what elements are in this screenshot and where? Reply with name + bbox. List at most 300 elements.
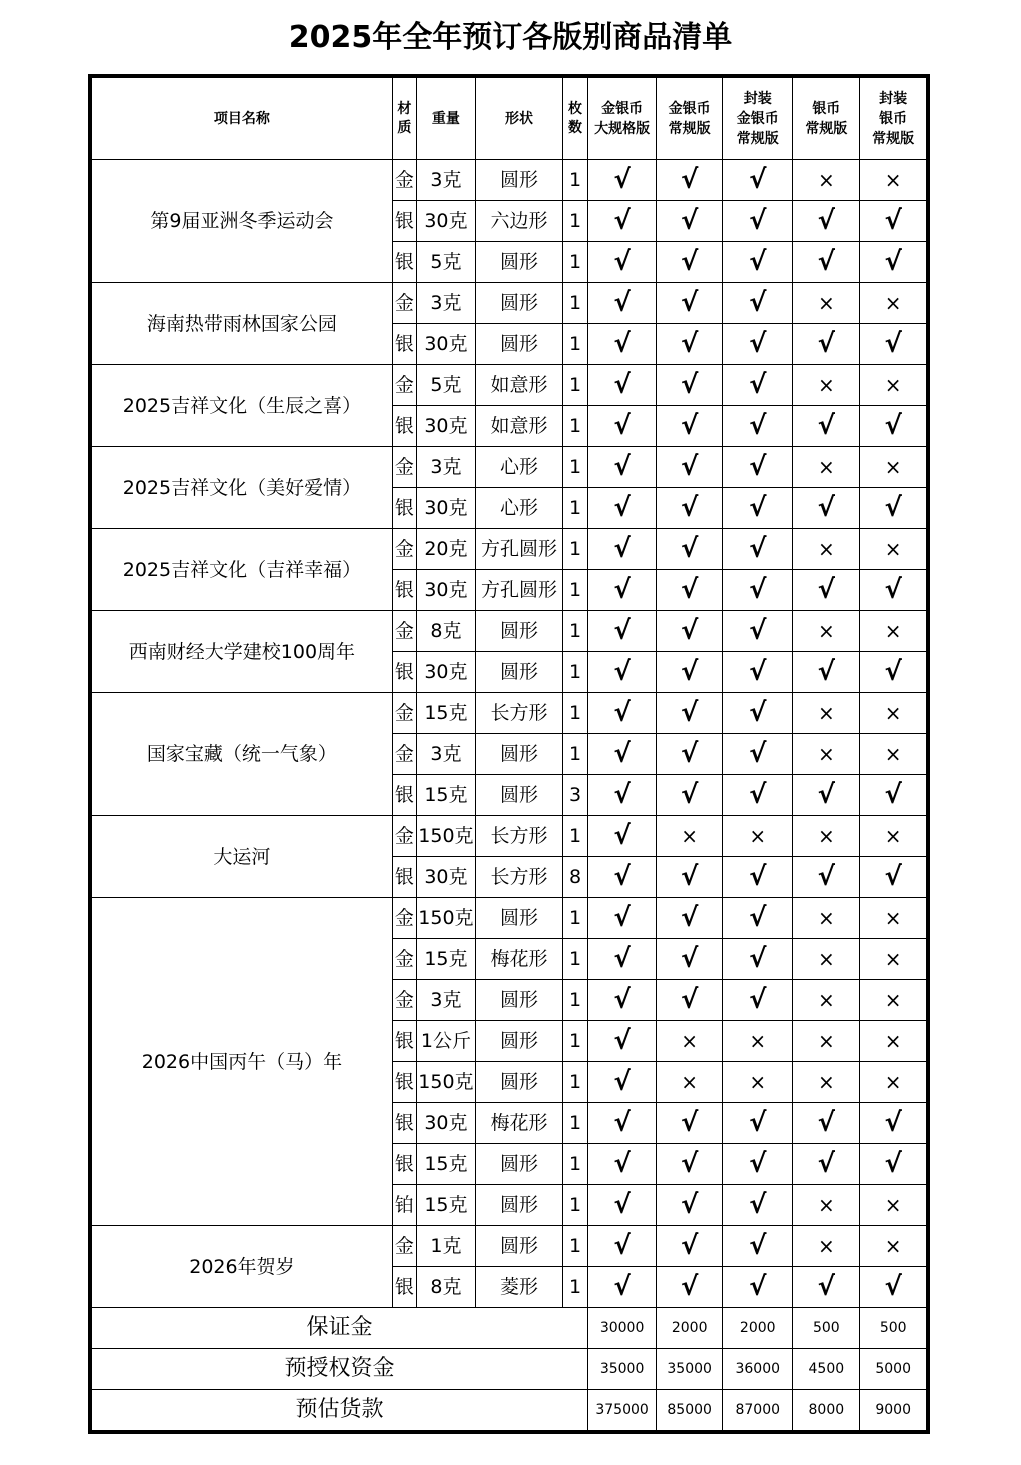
shape-cell: 圆形 xyxy=(475,652,562,693)
project-name: 2025吉祥文化（生辰之喜） xyxy=(90,365,392,447)
check-mark-icon: √ xyxy=(723,488,793,529)
check-mark-icon: √ xyxy=(588,857,657,898)
cross-mark-icon: × xyxy=(793,1226,860,1267)
material-cell: 银 xyxy=(392,1144,416,1185)
summary-value: 2000 xyxy=(723,1308,793,1349)
check-mark-icon: √ xyxy=(657,529,723,570)
material-cell: 银 xyxy=(392,652,416,693)
check-mark-icon: √ xyxy=(588,693,657,734)
shape-cell: 方孔圆形 xyxy=(475,529,562,570)
check-mark-icon: √ xyxy=(657,898,723,939)
count-cell: 1 xyxy=(563,242,588,283)
material-cell: 银 xyxy=(392,488,416,529)
project-name: 西南财经大学建校100周年 xyxy=(90,611,392,693)
header-version-regular: 金银币 常规版 xyxy=(657,76,723,160)
check-mark-icon: √ xyxy=(588,1185,657,1226)
check-mark-icon: √ xyxy=(588,529,657,570)
count-cell: 1 xyxy=(563,980,588,1021)
check-mark-icon: √ xyxy=(657,611,723,652)
cross-mark-icon: × xyxy=(793,816,860,857)
shape-cell: 圆形 xyxy=(475,980,562,1021)
weight-cell: 1公斤 xyxy=(416,1021,475,1062)
check-mark-icon: √ xyxy=(657,1185,723,1226)
material-cell: 金 xyxy=(392,283,416,324)
material-cell: 银 xyxy=(392,201,416,242)
shape-cell: 圆形 xyxy=(475,775,562,816)
summary-value: 8000 xyxy=(793,1390,860,1433)
cross-mark-icon: × xyxy=(793,283,860,324)
check-mark-icon: √ xyxy=(860,857,928,898)
project-name: 2025吉祥文化（美好爱情） xyxy=(90,447,392,529)
cross-mark-icon: × xyxy=(793,1062,860,1103)
project-name: 国家宝藏（统一气象） xyxy=(90,693,392,816)
cross-mark-icon: × xyxy=(793,529,860,570)
check-mark-icon: √ xyxy=(588,775,657,816)
shape-cell: 圆形 xyxy=(475,734,562,775)
check-mark-icon: √ xyxy=(723,980,793,1021)
table-row xyxy=(90,693,928,734)
material-cell: 金 xyxy=(392,447,416,488)
check-mark-icon: √ xyxy=(723,160,793,201)
shape-cell: 方孔圆形 xyxy=(475,570,562,611)
material-cell: 银 xyxy=(392,1267,416,1308)
shape-cell: 圆形 xyxy=(475,898,562,939)
check-mark-icon: √ xyxy=(588,1267,657,1308)
check-mark-icon: √ xyxy=(588,898,657,939)
table-row xyxy=(90,1226,928,1267)
check-mark-icon: √ xyxy=(657,406,723,447)
weight-cell: 8克 xyxy=(416,611,475,652)
check-mark-icon: √ xyxy=(588,816,657,857)
check-mark-icon: √ xyxy=(723,857,793,898)
check-mark-icon: √ xyxy=(657,160,723,201)
check-mark-icon: √ xyxy=(860,488,928,529)
summary-value: 9000 xyxy=(860,1390,928,1433)
check-mark-icon: √ xyxy=(723,1185,793,1226)
check-mark-icon: √ xyxy=(723,775,793,816)
check-mark-icon: √ xyxy=(793,1267,860,1308)
check-mark-icon: √ xyxy=(860,570,928,611)
check-mark-icon: √ xyxy=(860,1103,928,1144)
check-mark-icon: √ xyxy=(657,201,723,242)
table-row xyxy=(90,160,928,201)
summary-value: 500 xyxy=(793,1308,860,1349)
check-mark-icon: √ xyxy=(860,1267,928,1308)
weight-cell: 30克 xyxy=(416,201,475,242)
weight-cell: 3克 xyxy=(416,283,475,324)
material-cell: 金 xyxy=(392,1226,416,1267)
summary-value: 87000 xyxy=(723,1390,793,1433)
table-row xyxy=(90,283,928,324)
weight-cell: 30克 xyxy=(416,1103,475,1144)
cross-mark-icon: × xyxy=(860,693,928,734)
cross-mark-icon: × xyxy=(860,898,928,939)
cross-mark-icon: × xyxy=(793,611,860,652)
count-cell: 1 xyxy=(563,652,588,693)
count-cell: 1 xyxy=(563,324,588,365)
check-mark-icon: √ xyxy=(657,1103,723,1144)
weight-cell: 5克 xyxy=(416,242,475,283)
check-mark-icon: √ xyxy=(588,1021,657,1062)
check-mark-icon: √ xyxy=(793,488,860,529)
count-cell: 1 xyxy=(563,939,588,980)
summary-row xyxy=(90,1390,928,1433)
summary-value: 500 xyxy=(860,1308,928,1349)
material-cell: 银 xyxy=(392,775,416,816)
summary-value: 85000 xyxy=(657,1390,723,1433)
check-mark-icon: √ xyxy=(723,406,793,447)
material-cell: 银 xyxy=(392,1103,416,1144)
cross-mark-icon: × xyxy=(860,1062,928,1103)
cross-mark-icon: × xyxy=(657,1062,723,1103)
shape-cell: 六边形 xyxy=(475,201,562,242)
material-cell: 银 xyxy=(392,242,416,283)
cross-mark-icon: × xyxy=(860,939,928,980)
cross-mark-icon: × xyxy=(860,529,928,570)
count-cell: 8 xyxy=(563,857,588,898)
cross-mark-icon: × xyxy=(860,160,928,201)
check-mark-icon: √ xyxy=(723,939,793,980)
header-count: 枚 数 xyxy=(563,76,588,160)
count-cell: 1 xyxy=(563,447,588,488)
check-mark-icon: √ xyxy=(657,283,723,324)
table-row xyxy=(90,529,928,570)
check-mark-icon: √ xyxy=(723,1103,793,1144)
check-mark-icon: √ xyxy=(793,242,860,283)
check-mark-icon: √ xyxy=(588,488,657,529)
weight-cell: 30克 xyxy=(416,324,475,365)
count-cell: 1 xyxy=(563,406,588,447)
header-material: 材 质 xyxy=(392,76,416,160)
shape-cell: 圆形 xyxy=(475,611,562,652)
page-title: 2025年全年预订各版别商品清单 xyxy=(288,20,733,55)
check-mark-icon: √ xyxy=(657,652,723,693)
material-cell: 银 xyxy=(392,570,416,611)
check-mark-icon: √ xyxy=(723,529,793,570)
summary-value: 375000 xyxy=(588,1390,657,1433)
check-mark-icon: √ xyxy=(723,201,793,242)
shape-cell: 圆形 xyxy=(475,1062,562,1103)
check-mark-icon: √ xyxy=(657,570,723,611)
header-version-silver: 银币 常规版 xyxy=(793,76,860,160)
count-cell: 1 xyxy=(563,898,588,939)
cross-mark-icon: × xyxy=(860,1226,928,1267)
count-cell: 1 xyxy=(563,693,588,734)
shape-cell: 菱形 xyxy=(475,1267,562,1308)
check-mark-icon: √ xyxy=(657,324,723,365)
summary-value: 35000 xyxy=(588,1349,657,1390)
weight-cell: 8克 xyxy=(416,1267,475,1308)
shape-cell: 圆形 xyxy=(475,283,562,324)
check-mark-icon: √ xyxy=(860,652,928,693)
check-mark-icon: √ xyxy=(860,324,928,365)
project-name: 第9届亚洲冬季运动会 xyxy=(90,160,392,283)
cross-mark-icon: × xyxy=(860,447,928,488)
count-cell: 1 xyxy=(563,365,588,406)
shape-cell: 圆形 xyxy=(475,324,562,365)
check-mark-icon: √ xyxy=(723,652,793,693)
weight-cell: 3克 xyxy=(416,734,475,775)
summary-row xyxy=(90,1308,928,1349)
cross-mark-icon: × xyxy=(860,365,928,406)
count-cell: 1 xyxy=(563,201,588,242)
material-cell: 金 xyxy=(392,816,416,857)
check-mark-icon: √ xyxy=(588,734,657,775)
cross-mark-icon: × xyxy=(793,447,860,488)
shape-cell: 圆形 xyxy=(475,1144,562,1185)
table-row xyxy=(90,365,928,406)
count-cell: 1 xyxy=(563,570,588,611)
check-mark-icon: √ xyxy=(723,570,793,611)
check-mark-icon: √ xyxy=(793,652,860,693)
check-mark-icon: √ xyxy=(793,775,860,816)
check-mark-icon: √ xyxy=(657,1267,723,1308)
cross-mark-icon: × xyxy=(723,1062,793,1103)
shape-cell: 圆形 xyxy=(475,160,562,201)
check-mark-icon: √ xyxy=(723,447,793,488)
check-mark-icon: √ xyxy=(657,488,723,529)
count-cell: 1 xyxy=(563,1144,588,1185)
table-body xyxy=(90,160,928,1433)
cross-mark-icon: × xyxy=(657,816,723,857)
cross-mark-icon: × xyxy=(793,939,860,980)
cross-mark-icon: × xyxy=(793,1021,860,1062)
summary-label: 预授权资金 xyxy=(90,1349,588,1390)
check-mark-icon: √ xyxy=(793,1103,860,1144)
weight-cell: 15克 xyxy=(416,693,475,734)
check-mark-icon: √ xyxy=(793,324,860,365)
weight-cell: 30克 xyxy=(416,652,475,693)
shape-cell: 梅花形 xyxy=(475,939,562,980)
check-mark-icon: √ xyxy=(723,283,793,324)
project-name: 2026中国丙午（马）年 xyxy=(90,898,392,1226)
check-mark-icon: √ xyxy=(588,1226,657,1267)
summary-value: 2000 xyxy=(657,1308,723,1349)
shape-cell: 长方形 xyxy=(475,857,562,898)
count-cell: 1 xyxy=(563,283,588,324)
count-cell: 1 xyxy=(563,1021,588,1062)
summary-value: 35000 xyxy=(657,1349,723,1390)
shape-cell: 长方形 xyxy=(475,816,562,857)
summary-label: 预估货款 xyxy=(90,1390,588,1433)
material-cell: 金 xyxy=(392,365,416,406)
check-mark-icon: √ xyxy=(588,365,657,406)
weight-cell: 15克 xyxy=(416,1144,475,1185)
summary-row xyxy=(90,1349,928,1390)
material-cell: 铂 xyxy=(392,1185,416,1226)
weight-cell: 15克 xyxy=(416,775,475,816)
check-mark-icon: √ xyxy=(860,775,928,816)
weight-cell: 30克 xyxy=(416,570,475,611)
product-table xyxy=(88,74,930,1434)
cross-mark-icon: × xyxy=(793,160,860,201)
check-mark-icon: √ xyxy=(793,406,860,447)
check-mark-icon: √ xyxy=(588,324,657,365)
shape-cell: 圆形 xyxy=(475,1185,562,1226)
weight-cell: 1克 xyxy=(416,1226,475,1267)
check-mark-icon: √ xyxy=(793,201,860,242)
header-version-sealed: 封装 金银币 常规版 xyxy=(723,76,793,160)
count-cell: 1 xyxy=(563,1226,588,1267)
material-cell: 银 xyxy=(392,1021,416,1062)
weight-cell: 30克 xyxy=(416,488,475,529)
check-mark-icon: √ xyxy=(723,324,793,365)
shape-cell: 如意形 xyxy=(475,406,562,447)
header-version-sealed-silver: 封装 银币 常规版 xyxy=(860,76,928,160)
check-mark-icon: √ xyxy=(860,242,928,283)
shape-cell: 如意形 xyxy=(475,365,562,406)
shape-cell: 圆形 xyxy=(475,1021,562,1062)
header-row xyxy=(90,76,928,160)
material-cell: 金 xyxy=(392,734,416,775)
summary-value: 30000 xyxy=(588,1308,657,1349)
weight-cell: 3克 xyxy=(416,160,475,201)
material-cell: 金 xyxy=(392,611,416,652)
material-cell: 银 xyxy=(392,1062,416,1103)
check-mark-icon: √ xyxy=(588,611,657,652)
count-cell: 1 xyxy=(563,1267,588,1308)
check-mark-icon: √ xyxy=(723,1267,793,1308)
check-mark-icon: √ xyxy=(588,283,657,324)
weight-cell: 3克 xyxy=(416,447,475,488)
check-mark-icon: √ xyxy=(860,406,928,447)
material-cell: 银 xyxy=(392,406,416,447)
count-cell: 1 xyxy=(563,1185,588,1226)
check-mark-icon: √ xyxy=(723,693,793,734)
check-mark-icon: √ xyxy=(588,1103,657,1144)
count-cell: 1 xyxy=(563,816,588,857)
check-mark-icon: √ xyxy=(588,939,657,980)
table-row xyxy=(90,816,928,857)
summary-value: 4500 xyxy=(793,1349,860,1390)
check-mark-icon: √ xyxy=(657,857,723,898)
shape-cell: 圆形 xyxy=(475,1226,562,1267)
weight-cell: 3克 xyxy=(416,980,475,1021)
check-mark-icon: √ xyxy=(793,570,860,611)
check-mark-icon: √ xyxy=(657,242,723,283)
check-mark-icon: √ xyxy=(588,242,657,283)
count-cell: 1 xyxy=(563,1103,588,1144)
check-mark-icon: √ xyxy=(860,201,928,242)
cross-mark-icon: × xyxy=(793,365,860,406)
cross-mark-icon: × xyxy=(860,816,928,857)
cross-mark-icon: × xyxy=(860,611,928,652)
material-cell: 金 xyxy=(392,693,416,734)
shape-cell: 心形 xyxy=(475,488,562,529)
table-row xyxy=(90,447,928,488)
cross-mark-icon: × xyxy=(860,283,928,324)
check-mark-icon: √ xyxy=(657,1144,723,1185)
cross-mark-icon: × xyxy=(860,1185,928,1226)
cross-mark-icon: × xyxy=(723,1021,793,1062)
check-mark-icon: √ xyxy=(723,611,793,652)
count-cell: 1 xyxy=(563,488,588,529)
weight-cell: 5克 xyxy=(416,365,475,406)
check-mark-icon: √ xyxy=(723,242,793,283)
cross-mark-icon: × xyxy=(860,734,928,775)
check-mark-icon: √ xyxy=(657,939,723,980)
material-cell: 金 xyxy=(392,898,416,939)
check-mark-icon: √ xyxy=(588,447,657,488)
weight-cell: 15克 xyxy=(416,939,475,980)
check-mark-icon: √ xyxy=(588,570,657,611)
shape-cell: 圆形 xyxy=(475,242,562,283)
shape-cell: 心形 xyxy=(475,447,562,488)
cross-mark-icon: × xyxy=(793,1185,860,1226)
header-weight: 重量 xyxy=(416,76,475,160)
check-mark-icon: √ xyxy=(723,365,793,406)
count-cell: 1 xyxy=(563,160,588,201)
cross-mark-icon: × xyxy=(793,980,860,1021)
shape-cell: 长方形 xyxy=(475,693,562,734)
count-cell: 1 xyxy=(563,611,588,652)
check-mark-icon: √ xyxy=(588,201,657,242)
check-mark-icon: √ xyxy=(657,734,723,775)
check-mark-icon: √ xyxy=(657,775,723,816)
header-shape: 形状 xyxy=(475,76,562,160)
check-mark-icon: √ xyxy=(588,1144,657,1185)
shape-cell: 梅花形 xyxy=(475,1103,562,1144)
cross-mark-icon: × xyxy=(860,1021,928,1062)
cross-mark-icon: × xyxy=(657,1021,723,1062)
summary-value: 36000 xyxy=(723,1349,793,1390)
cross-mark-icon: × xyxy=(793,898,860,939)
check-mark-icon: √ xyxy=(657,693,723,734)
cross-mark-icon: × xyxy=(723,816,793,857)
check-mark-icon: √ xyxy=(657,980,723,1021)
check-mark-icon: √ xyxy=(588,980,657,1021)
table-row xyxy=(90,898,928,939)
check-mark-icon: √ xyxy=(657,1226,723,1267)
count-cell: 1 xyxy=(563,1062,588,1103)
cross-mark-icon: × xyxy=(860,980,928,1021)
material-cell: 金 xyxy=(392,160,416,201)
weight-cell: 150克 xyxy=(416,816,475,857)
check-mark-icon: √ xyxy=(588,652,657,693)
count-cell: 3 xyxy=(563,775,588,816)
check-mark-icon: √ xyxy=(723,734,793,775)
check-mark-icon: √ xyxy=(860,1144,928,1185)
summary-value: 5000 xyxy=(860,1349,928,1390)
check-mark-icon: √ xyxy=(793,857,860,898)
cross-mark-icon: × xyxy=(793,693,860,734)
table-row xyxy=(90,611,928,652)
material-cell: 银 xyxy=(392,324,416,365)
weight-cell: 30克 xyxy=(416,857,475,898)
header-project: 项目名称 xyxy=(90,76,392,160)
material-cell: 金 xyxy=(392,939,416,980)
cross-mark-icon: × xyxy=(793,734,860,775)
weight-cell: 150克 xyxy=(416,898,475,939)
project-name: 海南热带雨林国家公园 xyxy=(90,283,392,365)
check-mark-icon: √ xyxy=(723,898,793,939)
material-cell: 银 xyxy=(392,857,416,898)
weight-cell: 150克 xyxy=(416,1062,475,1103)
project-name: 2025吉祥文化（吉祥幸福） xyxy=(90,529,392,611)
material-cell: 金 xyxy=(392,529,416,570)
weight-cell: 30克 xyxy=(416,406,475,447)
check-mark-icon: √ xyxy=(657,365,723,406)
count-cell: 1 xyxy=(563,734,588,775)
check-mark-icon: √ xyxy=(588,1062,657,1103)
count-cell: 1 xyxy=(563,529,588,570)
check-mark-icon: √ xyxy=(657,447,723,488)
weight-cell: 20克 xyxy=(416,529,475,570)
material-cell: 金 xyxy=(392,980,416,1021)
check-mark-icon: √ xyxy=(723,1226,793,1267)
check-mark-icon: √ xyxy=(723,1144,793,1185)
project-name: 大运河 xyxy=(90,816,392,898)
